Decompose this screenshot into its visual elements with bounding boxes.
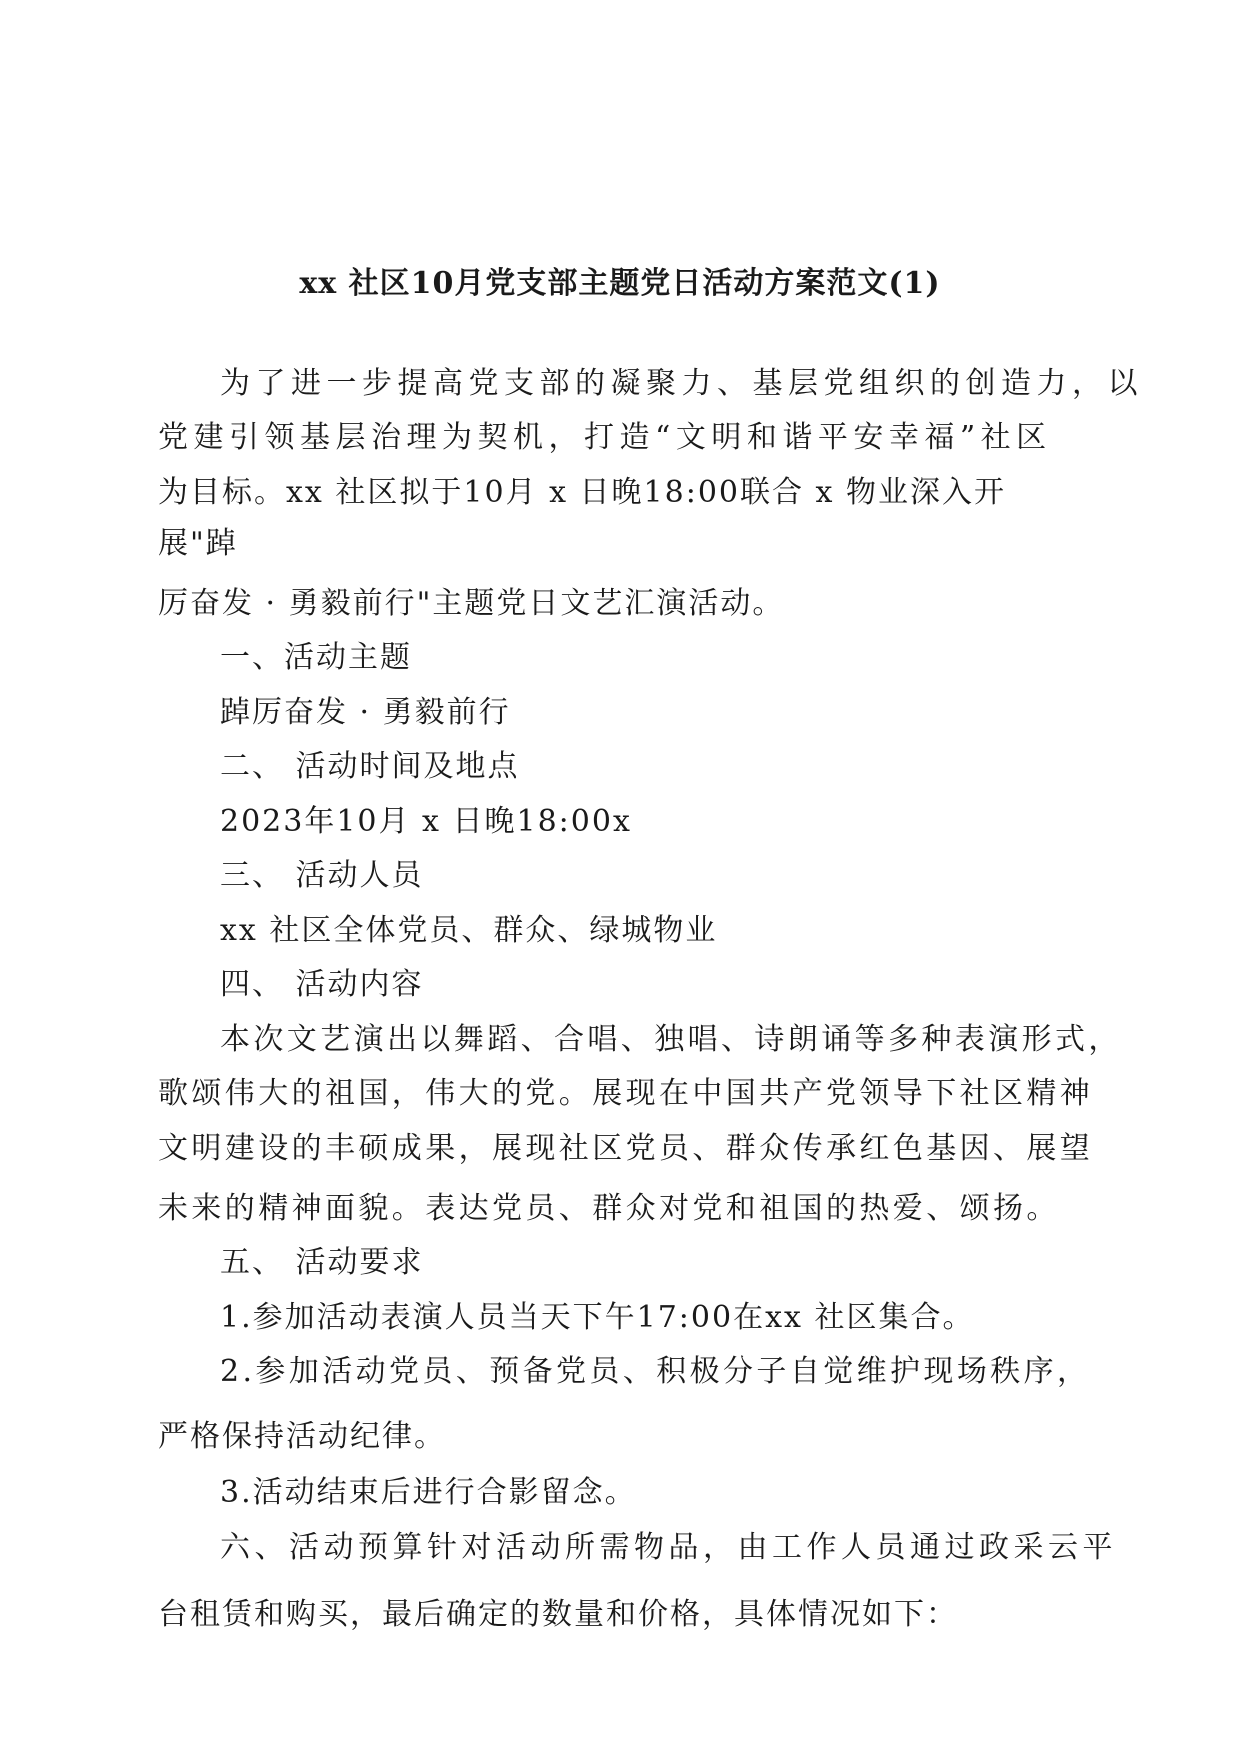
paragraph-line: 2023年10月 x 日晚18:00x [220,804,632,839]
list-item: 1.参加活动表演人员当天下午17:00在xx 社区集合。 [220,1300,975,1335]
section-heading-requirements: 五、 活动要求 [220,1245,424,1280]
paragraph-line: 严格保持活动纪律。 [158,1419,446,1454]
section-heading-participants: 三、 活动人员 [220,858,424,893]
document-title: xx 社区10月党支部主题党日活动方案范文(1) [299,266,941,301]
list-item: 2.参加活动党员、预备党员、积极分子自觉维护现场秩序， [220,1354,1091,1389]
section-heading-budget: 六、活动预算针对活动所需物品，由工作人员通过政采云平 [220,1530,1117,1565]
section-heading-time-place: 二、 活动时间及地点 [220,749,520,784]
paragraph-line: 踔厉奋发 · 勇毅前行 [220,695,511,730]
paragraph-line: 未来的精神面貌。表达党员、群众对党和祖国的热爱、颂扬。 [158,1191,1060,1226]
paragraph-line: 为目标。xx 社区拟于10月 x 日晚18:00联合 x 物业深入开 [158,475,1006,510]
list-item: 3.活动结束后进行合影留念。 [220,1475,637,1510]
section-heading-theme: 一、活动主题 [220,640,412,675]
paragraph-line: 厉奋发 · 勇毅前行"主题党日文艺汇演活动。 [158,586,785,621]
paragraph-line: 本次文艺演出以舞蹈、合唱、独唱、诗朗诵等多种表演形式， [220,1022,1122,1057]
paragraph-line: 台租赁和购买，最后确定的数量和价格，具体情况如下： [158,1597,958,1632]
paragraph-line: 为了进一步提高党支部的凝聚力、基层党组织的创造力，以 [220,366,1143,401]
paragraph-line: xx 社区全体党员、群众、绿城物业 [220,913,718,948]
paragraph-line: 党建引领基层治理为契机，打造“文明和谐平安幸福”社区 [158,420,1052,455]
paragraph-line: 展"踔 [158,526,238,561]
section-heading-content: 四、 活动内容 [220,967,424,1002]
paragraph-line: 歌颂伟大的祖国，伟大的党。展现在中国共产党领导下社区精神 [158,1076,1094,1111]
paragraph-line: 文明建设的丰硕成果，展现社区党员、群众传承红色基因、展望 [158,1131,1094,1166]
